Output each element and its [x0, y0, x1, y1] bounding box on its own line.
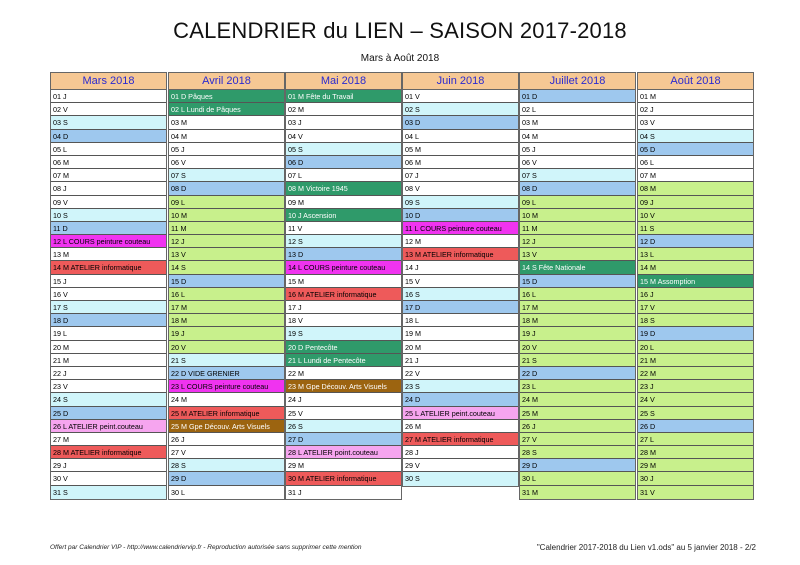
day-cell: 21 M — [51, 354, 166, 367]
day-cell: 02 L — [520, 103, 635, 116]
day-cell: 04 S — [638, 130, 753, 143]
day-cell: 09 S — [403, 196, 518, 209]
day-cell: 18 D — [51, 314, 166, 327]
day-cell: 09 J — [638, 196, 753, 209]
day-cell: 26 S — [286, 420, 401, 433]
day-cell: 18 M — [520, 314, 635, 327]
day-cell: 26 D — [638, 420, 753, 433]
day-cell: 14 S — [169, 261, 284, 274]
day-cell: 08 J — [51, 182, 166, 195]
day-cell: 10 J Ascension — [286, 209, 401, 222]
day-cell: 06 L — [638, 156, 753, 169]
day-cell: 30 M ATELIER informatique — [286, 472, 401, 485]
month-column — [50, 72, 167, 500]
day-cell: 10 M — [520, 209, 635, 222]
day-cell: 01 D — [520, 90, 635, 103]
day-cell: 24 D — [403, 393, 518, 406]
day-cell: 07 L — [286, 169, 401, 182]
day-cell: 26 M — [403, 420, 518, 433]
day-cell: 13 L — [638, 248, 753, 261]
day-cell: 28 J — [403, 446, 518, 459]
day-cell: 20 L — [638, 341, 753, 354]
day-cell: 05 S — [286, 143, 401, 156]
day-cell: 13 V — [169, 248, 284, 261]
day-cell: 09 L — [520, 196, 635, 209]
day-cell: 23 J — [638, 380, 753, 393]
day-cell: 07 J — [403, 169, 518, 182]
day-cell: 19 J — [520, 327, 635, 340]
day-cell: 25 L ATELIER peint.couteau — [403, 407, 518, 420]
day-cell: 09 V — [51, 196, 166, 209]
month-column — [285, 72, 402, 500]
day-cell: 15 V — [403, 275, 518, 288]
day-cell: 19 D — [638, 327, 753, 340]
day-cell: 20 V — [169, 341, 284, 354]
day-cell: 12 L COURS peinture couteau — [51, 235, 166, 248]
day-cell: 07 M — [638, 169, 753, 182]
month-header: Août 2018 — [638, 73, 753, 90]
day-cell: 23 L COURS peinture couteau — [169, 380, 284, 393]
day-cell: 29 J — [51, 459, 166, 472]
day-cell: 12 J — [169, 235, 284, 248]
day-cell: 21 L Lundi de Pentecôte — [286, 354, 401, 367]
day-cell: 24 M — [169, 393, 284, 406]
day-cell: 06 D — [286, 156, 401, 169]
day-cell: 17 M — [520, 301, 635, 314]
day-cell: 12 J — [520, 235, 635, 248]
day-cell: 10 D — [403, 209, 518, 222]
day-cell: 14 M — [638, 261, 753, 274]
day-cell: 24 S — [51, 393, 166, 406]
day-cell: 31 M — [520, 486, 635, 499]
day-cell: 05 D — [638, 143, 753, 156]
day-cell: 25 D — [51, 407, 166, 420]
day-cell: 23 M Gpe Découv. Arts Visuels — [286, 380, 401, 393]
day-cell: 19 J — [169, 327, 284, 340]
page-title: CALENDRIER du LIEN – SAISON 2017-2018 — [173, 18, 627, 43]
day-cell: 27 D — [286, 433, 401, 446]
day-cell: 21 S — [169, 354, 284, 367]
day-cell: 26 J — [520, 420, 635, 433]
day-cell: 11 L COURS peinture couteau — [403, 222, 518, 235]
day-cell: 16 M ATELIER informatique — [286, 288, 401, 301]
day-cell: 17 J — [286, 301, 401, 314]
day-cell: 11 D — [51, 222, 166, 235]
day-cell: 12 S — [286, 235, 401, 248]
day-cell: 28 S — [169, 459, 284, 472]
day-cell: 14 J — [403, 261, 518, 274]
day-cell: 05 L — [51, 143, 166, 156]
day-cell: 03 V — [638, 116, 753, 129]
day-cell: 20 M — [51, 341, 166, 354]
day-cell: 27 M — [51, 433, 166, 446]
day-cell: 08 D — [169, 182, 284, 195]
day-cell: 04 D — [51, 130, 166, 143]
day-cell: 23 L — [520, 380, 635, 393]
day-cell: 03 J — [286, 116, 401, 129]
day-cell: 27 L — [638, 433, 753, 446]
day-cell: 01 D Pâques — [169, 90, 284, 103]
day-cell: 20 M — [403, 341, 518, 354]
day-cell: 01 V — [403, 90, 518, 103]
day-cell: 13 V — [520, 248, 635, 261]
month-header: Mai 2018 — [286, 73, 401, 90]
day-cell: 13 M — [51, 248, 166, 261]
day-cell: 25 V — [286, 407, 401, 420]
day-cell: 26 L ATELIER peint.couteau — [51, 420, 166, 433]
day-cell: 30 V — [51, 472, 166, 485]
day-cell: 31 V — [638, 486, 753, 499]
day-cell: 14 L COURS peinture couteau — [286, 261, 401, 274]
day-cell: 21 S — [520, 354, 635, 367]
day-cell: 29 V — [403, 459, 518, 472]
day-cell: 30 L — [520, 472, 635, 485]
day-cell: 23 S — [403, 380, 518, 393]
day-cell: 03 M — [169, 116, 284, 129]
day-cell: 01 J — [51, 90, 166, 103]
day-cell: 11 S — [638, 222, 753, 235]
day-cell: 06 M — [403, 156, 518, 169]
day-cell: 07 S — [520, 169, 635, 182]
day-cell: 04 V — [286, 130, 401, 143]
day-cell: 30 S — [403, 472, 518, 485]
day-cell: 19 S — [286, 327, 401, 340]
day-cell: 28 M — [638, 446, 753, 459]
day-cell: 06 M — [51, 156, 166, 169]
day-cell: 09 M — [286, 196, 401, 209]
day-cell: 25 M ATELIER informatique — [169, 407, 284, 420]
page-subtitle: Mars à Août 2018 — [360, 53, 440, 64]
day-cell: 11 V — [286, 222, 401, 235]
footer-credit: Offert par Calendrier VIP - http://www.calendriervip.fr - Reproduction autorisée sans supprimer cette mention — [50, 544, 362, 551]
day-cell: 03 D — [403, 116, 518, 129]
day-cell: 08 M — [638, 182, 753, 195]
day-cell: 24 V — [638, 393, 753, 406]
day-cell: 09 L — [169, 196, 284, 209]
day-cell: 17 M — [169, 301, 284, 314]
day-cell: 28 L ATELIER point.couteau — [286, 446, 401, 459]
day-cell: 26 J — [169, 433, 284, 446]
day-cell: 10 S — [51, 209, 166, 222]
day-cell: 10 V — [638, 209, 753, 222]
day-cell: 28 S — [520, 446, 635, 459]
day-cell: 11 M — [520, 222, 635, 235]
day-cell: 07 S — [169, 169, 284, 182]
day-cell: 08 D — [520, 182, 635, 195]
day-cell: 12 M — [403, 235, 518, 248]
day-cell: 22 D VIDE GRENIER — [169, 367, 284, 380]
day-cell: 27 M ATELIER informatique — [403, 433, 518, 446]
day-cell: 24 J — [286, 393, 401, 406]
day-cell: 04 L — [403, 130, 518, 143]
day-cell: 16 L — [520, 288, 635, 301]
day-cell: 17 D — [403, 301, 518, 314]
day-cell: 01 M Fête du Travail — [286, 90, 401, 103]
day-cell: 06 V — [169, 156, 284, 169]
day-cell: 16 V — [51, 288, 166, 301]
month-header: Avril 2018 — [169, 73, 284, 90]
day-cell: 27 V — [520, 433, 635, 446]
day-cell: 30 J — [638, 472, 753, 485]
day-cell: 02 J — [638, 103, 753, 116]
day-cell: 05 J — [520, 143, 635, 156]
day-cell: 29 D — [520, 459, 635, 472]
day-cell: 15 J — [51, 275, 166, 288]
day-cell: 02 S — [403, 103, 518, 116]
day-cell: 14 S Fête Nationale — [520, 261, 635, 274]
day-cell: 14 M ATELIER informatique — [51, 261, 166, 274]
day-cell: 02 M — [286, 103, 401, 116]
month-header: Juillet 2018 — [520, 73, 635, 90]
day-cell: 15 D — [169, 275, 284, 288]
day-cell: 22 M — [638, 367, 753, 380]
day-cell: 21 M — [638, 354, 753, 367]
day-cell: 04 M — [520, 130, 635, 143]
day-cell: 13 M ATELIER informatique — [403, 248, 518, 261]
day-cell: 25 M Gpe Découv. Arts Visuels — [169, 420, 284, 433]
day-cell: 16 J — [638, 288, 753, 301]
day-cell: 29 D — [169, 472, 284, 485]
day-cell: 31 S — [51, 486, 166, 499]
day-cell: 22 D — [520, 367, 635, 380]
day-cell: 02 V — [51, 103, 166, 116]
day-cell: 25 S — [638, 407, 753, 420]
day-cell: 20 D Pentecôte — [286, 341, 401, 354]
day-cell: 29 M — [286, 459, 401, 472]
month-column — [168, 72, 285, 500]
day-cell: 19 M — [403, 327, 518, 340]
month-column — [402, 72, 519, 487]
day-cell: 17 S — [51, 301, 166, 314]
day-cell: 22 J — [51, 367, 166, 380]
day-cell: 03 S — [51, 116, 166, 129]
day-cell: 17 V — [638, 301, 753, 314]
day-cell: 18 M — [169, 314, 284, 327]
day-cell: 10 M — [169, 209, 284, 222]
month-header: Juin 2018 — [403, 73, 518, 90]
day-cell: 22 V — [403, 367, 518, 380]
day-cell: 03 M — [520, 116, 635, 129]
day-cell: 05 J — [169, 143, 284, 156]
day-cell: 30 L — [171, 487, 185, 497]
month-column — [637, 72, 754, 500]
day-cell: 12 D — [638, 235, 753, 248]
day-cell: 08 V — [403, 182, 518, 195]
day-cell: 18 S — [638, 314, 753, 327]
day-cell: 08 M Victoire 1945 — [286, 182, 401, 195]
day-cell: 13 D — [286, 248, 401, 261]
day-cell: 05 M — [403, 143, 518, 156]
day-cell: 06 V — [520, 156, 635, 169]
day-cell: 02 L Lundi de Pâques — [169, 103, 284, 116]
day-cell: 22 M — [286, 367, 401, 380]
day-cell: 15 M — [286, 275, 401, 288]
day-cell: 28 M ATELIER informatique — [51, 446, 166, 459]
day-cell: 18 L — [403, 314, 518, 327]
day-cell: 31 J — [288, 487, 302, 497]
day-cell: 21 J — [403, 354, 518, 367]
day-cell: 15 D — [520, 275, 635, 288]
footer-file-info: "Calendrier 2017-2018 du Lien v1.ods" au 5 janvier 2018 - 2/2 — [536, 543, 756, 552]
day-cell: 15 M Assomption — [638, 275, 753, 288]
month-header: Mars 2018 — [51, 73, 166, 90]
month-column — [519, 72, 636, 500]
day-cell: 01 M — [638, 90, 753, 103]
day-cell: 19 L — [51, 327, 166, 340]
day-cell: 24 M — [520, 393, 635, 406]
day-cell: 07 M — [51, 169, 166, 182]
day-cell: 25 M — [520, 407, 635, 420]
day-cell: 20 V — [520, 341, 635, 354]
day-cell: 18 V — [286, 314, 401, 327]
day-cell: 27 V — [169, 446, 284, 459]
day-cell: 16 S — [403, 288, 518, 301]
day-cell: 11 M — [169, 222, 284, 235]
day-cell: 16 L — [169, 288, 284, 301]
day-cell: 29 M — [638, 459, 753, 472]
day-cell: 23 V — [51, 380, 166, 393]
day-cell: 04 M — [169, 130, 284, 143]
